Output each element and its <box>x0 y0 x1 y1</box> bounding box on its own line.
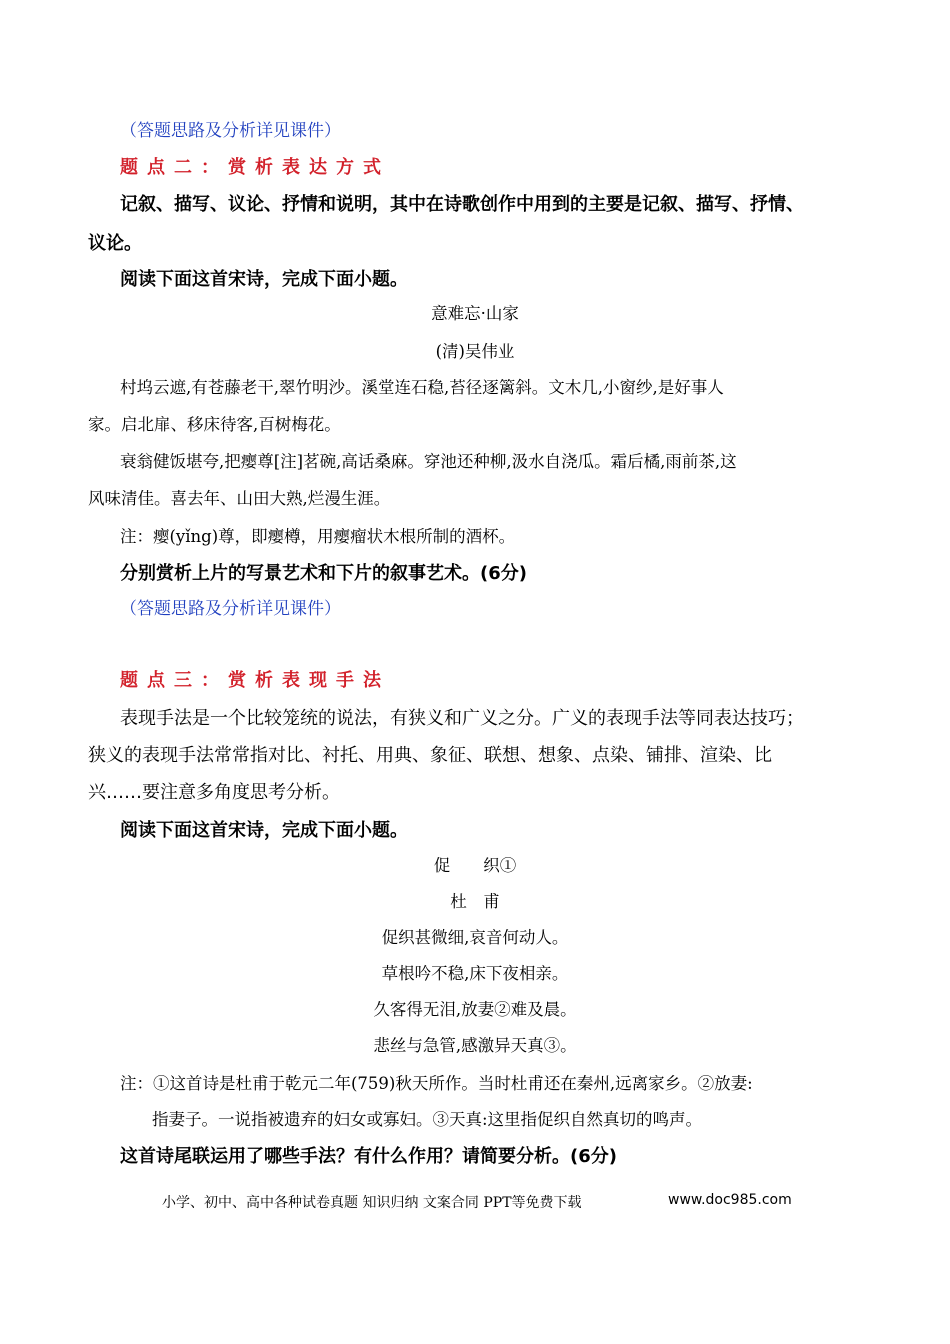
poem-line: 衰翁健饭堪夸,把瘿尊[注]茗碗,高话桑麻。穿池还种柳,汲水自浇瓜。霜后橘,雨前茶,这 <box>120 452 737 471</box>
poem-line: 草根吟不稳,床下夜相亲。 <box>381 964 569 983</box>
footer-text: 小学、初中、高中各种试卷真题 知识归纳 文案合同 PPT等免费下载 <box>162 1195 582 1211</box>
poem-title: 促 织① <box>433 856 517 875</box>
paragraph-text: 记叙、描写、议论、抒情和说明，其中在诗歌创作中用到的主要是记叙、描写、抒情、 <box>120 194 804 215</box>
footnote: 注：瘿(yǐng)尊，即瘿樽，用瘿瘤状木根所制的酒杯。 <box>120 527 516 546</box>
paragraph-text: 兴……要注意多角度思考分析。 <box>88 782 340 803</box>
paragraph-text: 表现手法是一个比较笼统的说法，有狭义和广义之分。广义的表现手法等同表达技巧； <box>120 708 804 729</box>
poem-line: 风味清佳。喜去年、山田大熟,烂漫生涯。 <box>88 489 391 508</box>
answer-reference-note: （答题思路及分析详见课件） <box>120 121 341 141</box>
reading-instruction: 阅读下面这首宋诗，完成下面小题。 <box>120 269 408 290</box>
section-heading-expression-techniques: 题点三：赏析表现手法 <box>120 670 390 691</box>
question-text: 这首诗尾联运用了哪些手法？有什么作用？请简要分析。(6分) <box>120 1146 617 1167</box>
poem-line: 促织甚微细,哀音何动人。 <box>381 928 569 947</box>
poem-line: 久客得无泪,放妻②难及晨。 <box>373 1000 577 1019</box>
footnote: 注：①这首诗是杜甫于乾元二年(759)秋天所作。当时杜甫还在秦州,远离家乡。②放妻: <box>120 1074 753 1093</box>
footer-url[interactable]: www.doc985.com <box>668 1192 792 1208</box>
reading-instruction: 阅读下面这首宋诗，完成下面小题。 <box>120 820 408 841</box>
paragraph-text: 议论。 <box>88 233 142 254</box>
poem-line: 村坞云遮,有苍藤老干,翠竹明沙。溪堂连石稳,苔径逐篱斜。文木几,小窗纱,是好事人 <box>120 378 724 397</box>
poem-line: 悲丝与急管,感激异天真③。 <box>373 1036 577 1055</box>
paragraph-text: 狭义的表现手法常常指对比、衬托、用典、象征、联想、想象、点染、铺排、渲染、比 <box>88 745 772 766</box>
poem-title: 意难忘·山家 <box>431 304 519 323</box>
poem-author: (清)吴伟业 <box>435 342 515 361</box>
section-heading-expression-modes: 题点二：赏析表达方式 <box>120 157 390 178</box>
footnote: 指妻子。一说指被遗弃的妇女或寡妇。③天真:这里指促织自然真切的鸣声。 <box>152 1110 703 1129</box>
poem-author: 杜 甫 <box>450 892 500 911</box>
answer-reference-note: （答题思路及分析详见课件） <box>120 599 341 619</box>
question-text: 分别赏析上片的写景艺术和下片的叙事艺术。(6分) <box>120 563 527 584</box>
poem-line: 家。启北扉、移床待客,百树梅花。 <box>88 415 341 434</box>
